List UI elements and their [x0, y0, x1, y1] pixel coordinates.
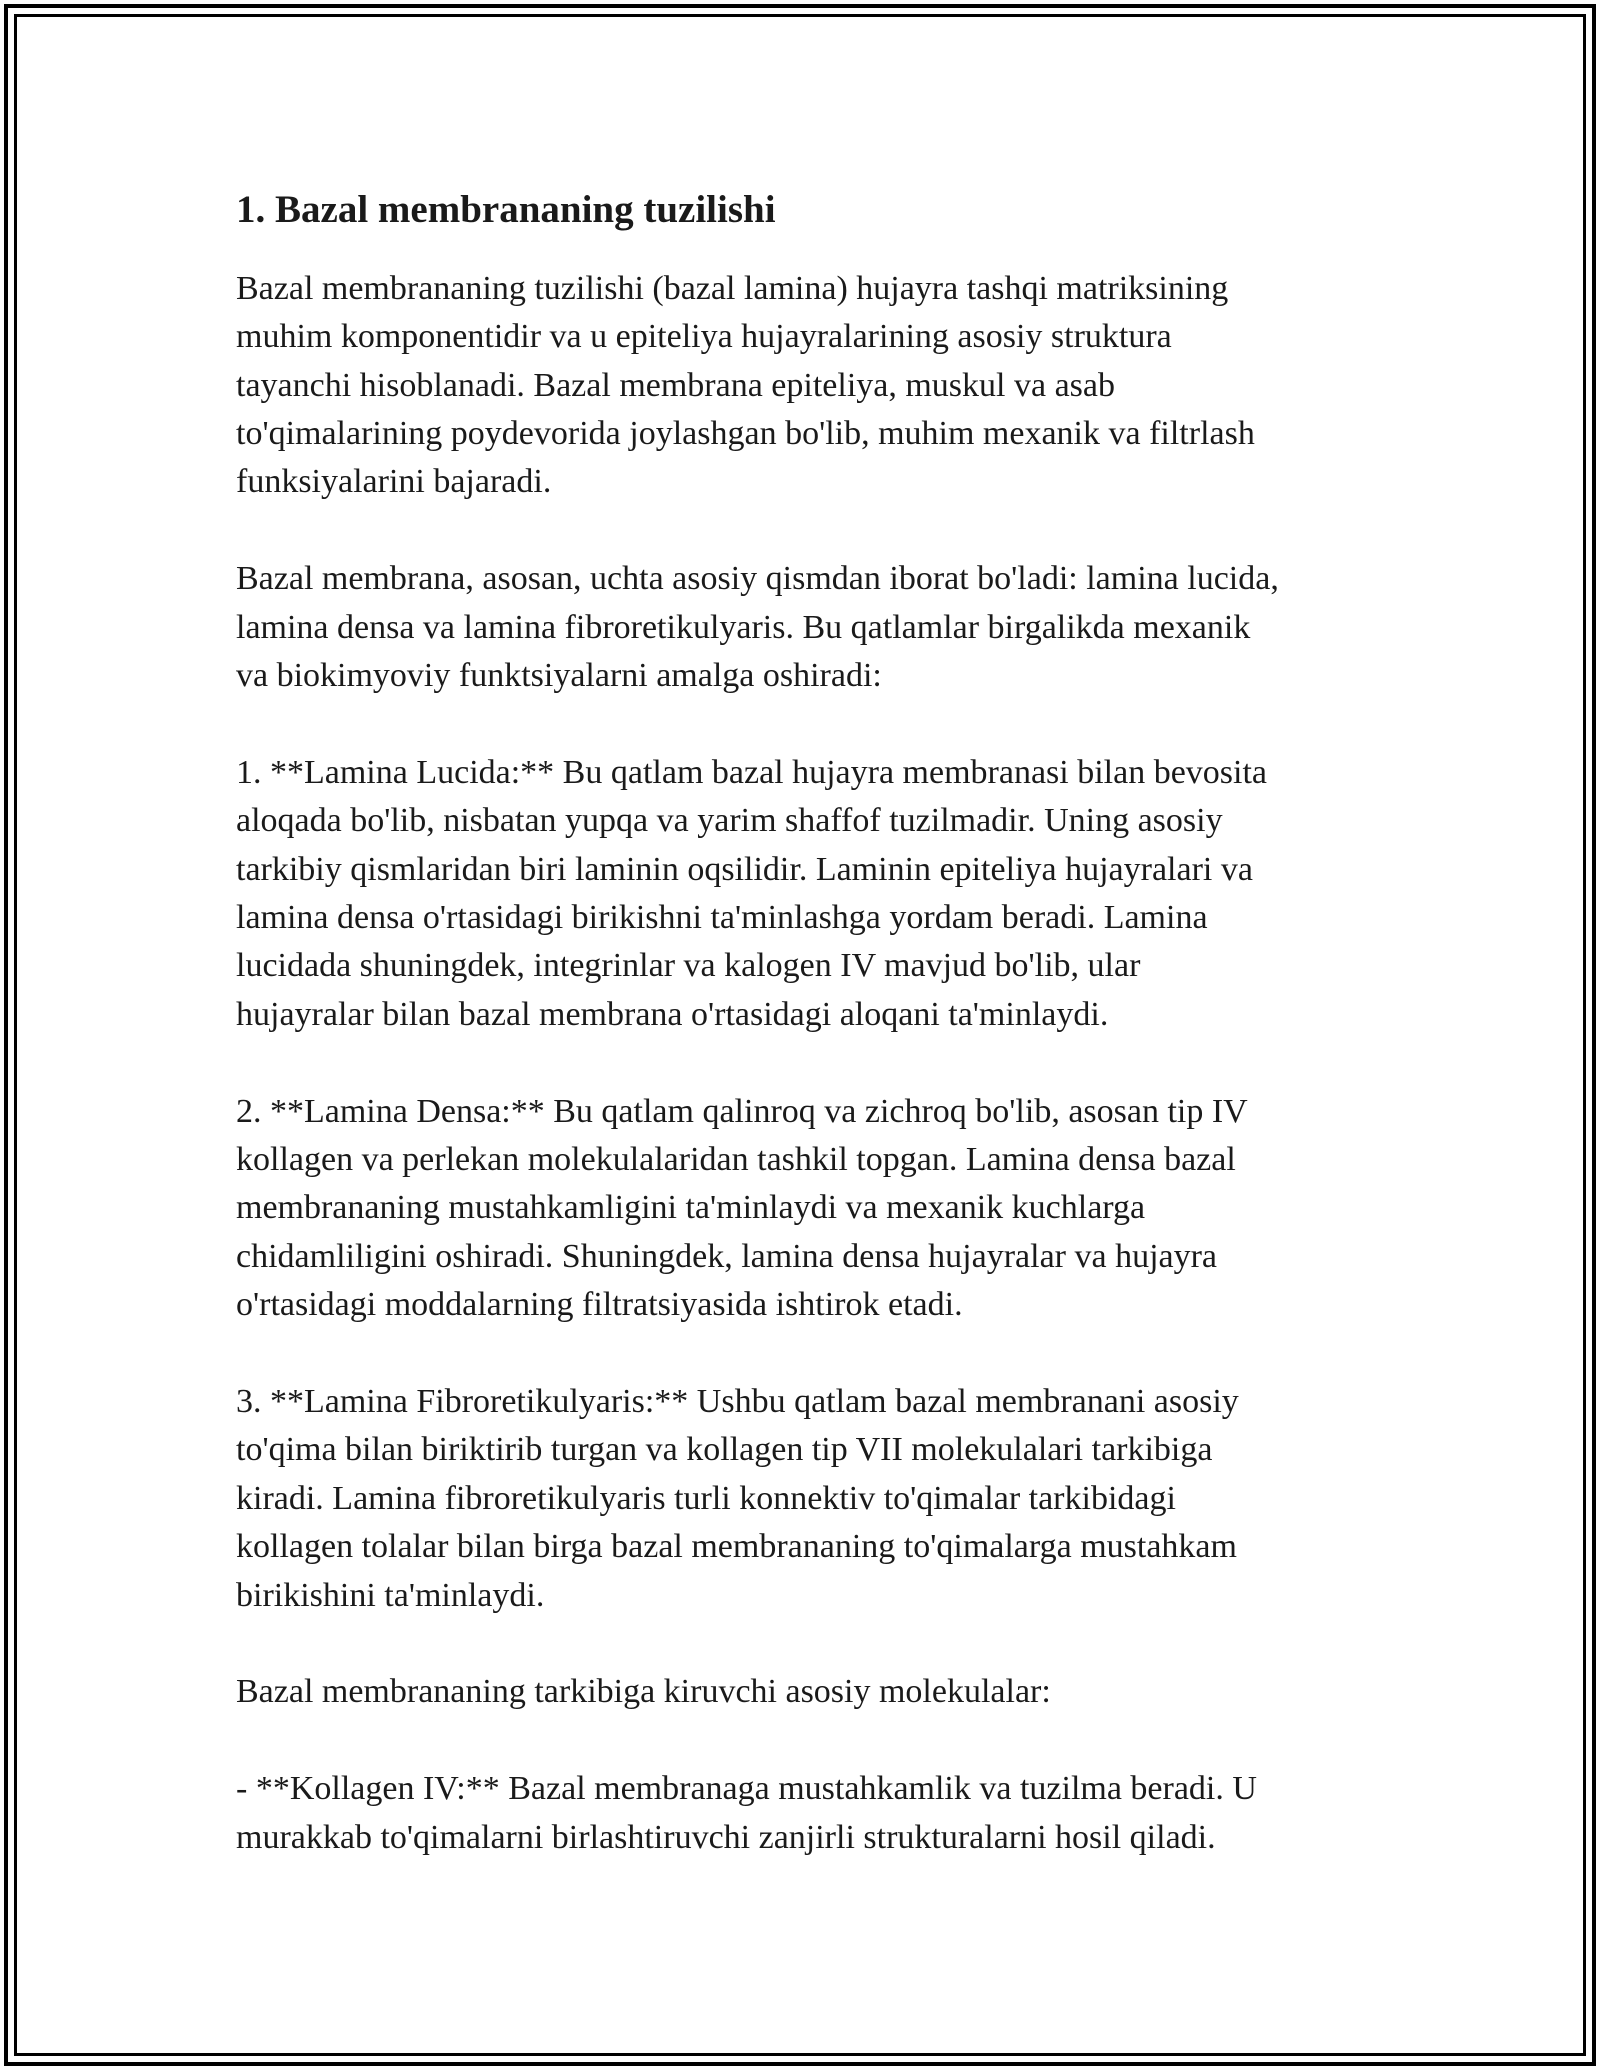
text-line: 1. **Lamina Lucida:** Bu qatlam bazal hujayra membranasi bilan bevosita	[236, 753, 1268, 791]
text-line: 3. **Lamina Fibroretikulyaris:** Ushbu qatlam bazal membranani asosiy	[236, 1383, 1239, 1421]
text-line: - **Kollagen IV:** Bazal membranaga mustahkamlik va tuzilma beradi. U	[236, 1770, 1257, 1808]
text-line: lucidada shuningdek, integrinlar va kalogen IV mavjud bo'lib, ular	[236, 947, 1141, 985]
paragraph-lamina-densa	[236, 1088, 1366, 1330]
text-line: muhim komponentidir va u epiteliya hujayralarining asosiy struktura	[236, 318, 1172, 356]
paragraph-intro	[236, 265, 1366, 507]
text-line: va biokimyoviy funktsiyalarni amalga oshiradi:	[236, 656, 882, 694]
text-line: kollagen tolalar bilan birga bazal membrananing to'qimalarga mustahkam	[236, 1528, 1237, 1566]
text-line: Bazal membrananing tarkibiga kiruvchi asosiy molekulalar:	[236, 1673, 1051, 1711]
section-heading: 1. Bazal membrananing tuzilishi	[236, 188, 776, 231]
paragraph-lamina-lucida	[236, 749, 1366, 1039]
document-body	[236, 186, 1366, 1910]
list-item-kollagen-iv	[236, 1765, 1366, 1862]
text-line: to'qima bilan biriktirib turgan va kollagen tip VII molekulalari tarkibiga	[236, 1431, 1213, 1469]
paragraph-lamina-fibroretikulyaris	[236, 1378, 1366, 1620]
paragraph-molecules-intro	[236, 1668, 1366, 1716]
text-line: aloqada bo'lib, nisbatan yupqa va yarim shaffof tuzilmadir. Uning asosiy	[236, 802, 1223, 840]
text-line: lamina densa va lamina fibroretikulyaris. Bu qatlamlar birgalikda mexanik	[236, 608, 1251, 646]
text-line: birikishini ta'minlaydi.	[236, 1576, 545, 1614]
text-line: o'rtasidagi moddalarning filtratsiyasida ishtirok etadi.	[236, 1286, 963, 1324]
text-line: tarkibiy qismlaridan biri laminin oqsilidir. Laminin epiteliya hujayralari va	[236, 850, 1253, 888]
text-line: funksiyalarini bajaradi.	[236, 463, 552, 501]
paragraph-layers-overview	[236, 555, 1366, 700]
text-line: to'qimalarining poydevorida joylashgan bo'lib, muhim mexanik va filtrlash	[236, 414, 1255, 452]
text-line: Bazal membrana, asosan, uchta asosiy qismdan iborat bo'ladi: lamina lucida,	[236, 560, 1279, 598]
text-line: hujayralar bilan bazal membrana o'rtasidagi aloqani ta'minlaydi.	[236, 995, 1109, 1033]
text-line: tayanchi hisoblanadi. Bazal membrana epiteliya, muskul va asab	[236, 366, 1115, 404]
text-line: 2. **Lamina Densa:** Bu qatlam qalinroq va zichroq bo'lib, asosan tip IV	[236, 1092, 1248, 1130]
text-line: kiradi. Lamina fibroretikulyaris turli konnektiv to'qimalar tarkibidagi	[236, 1479, 1176, 1517]
text-line: Bazal membrananing tuzilishi (bazal lamina) hujayra tashqi matriksining	[236, 269, 1229, 307]
text-line: murakkab to'qimalarni birlashtiruvchi zanjirli strukturalarni hosil qiladi.	[236, 1818, 1216, 1856]
text-line: lamina densa o'rtasidagi birikishni ta'minlashga yordam beradi. Lamina	[236, 899, 1208, 936]
text-line: membrananing mustahkamligini ta'minlaydi va mexanik kuchlarga	[236, 1189, 1146, 1227]
text-line: kollagen va perlekan molekulalaridan tashkil topgan. Lamina densa bazal	[236, 1141, 1236, 1179]
text-line: chidamliligini oshiradi. Shuningdek, lamina densa hujayralar va hujayra	[236, 1237, 1218, 1275]
